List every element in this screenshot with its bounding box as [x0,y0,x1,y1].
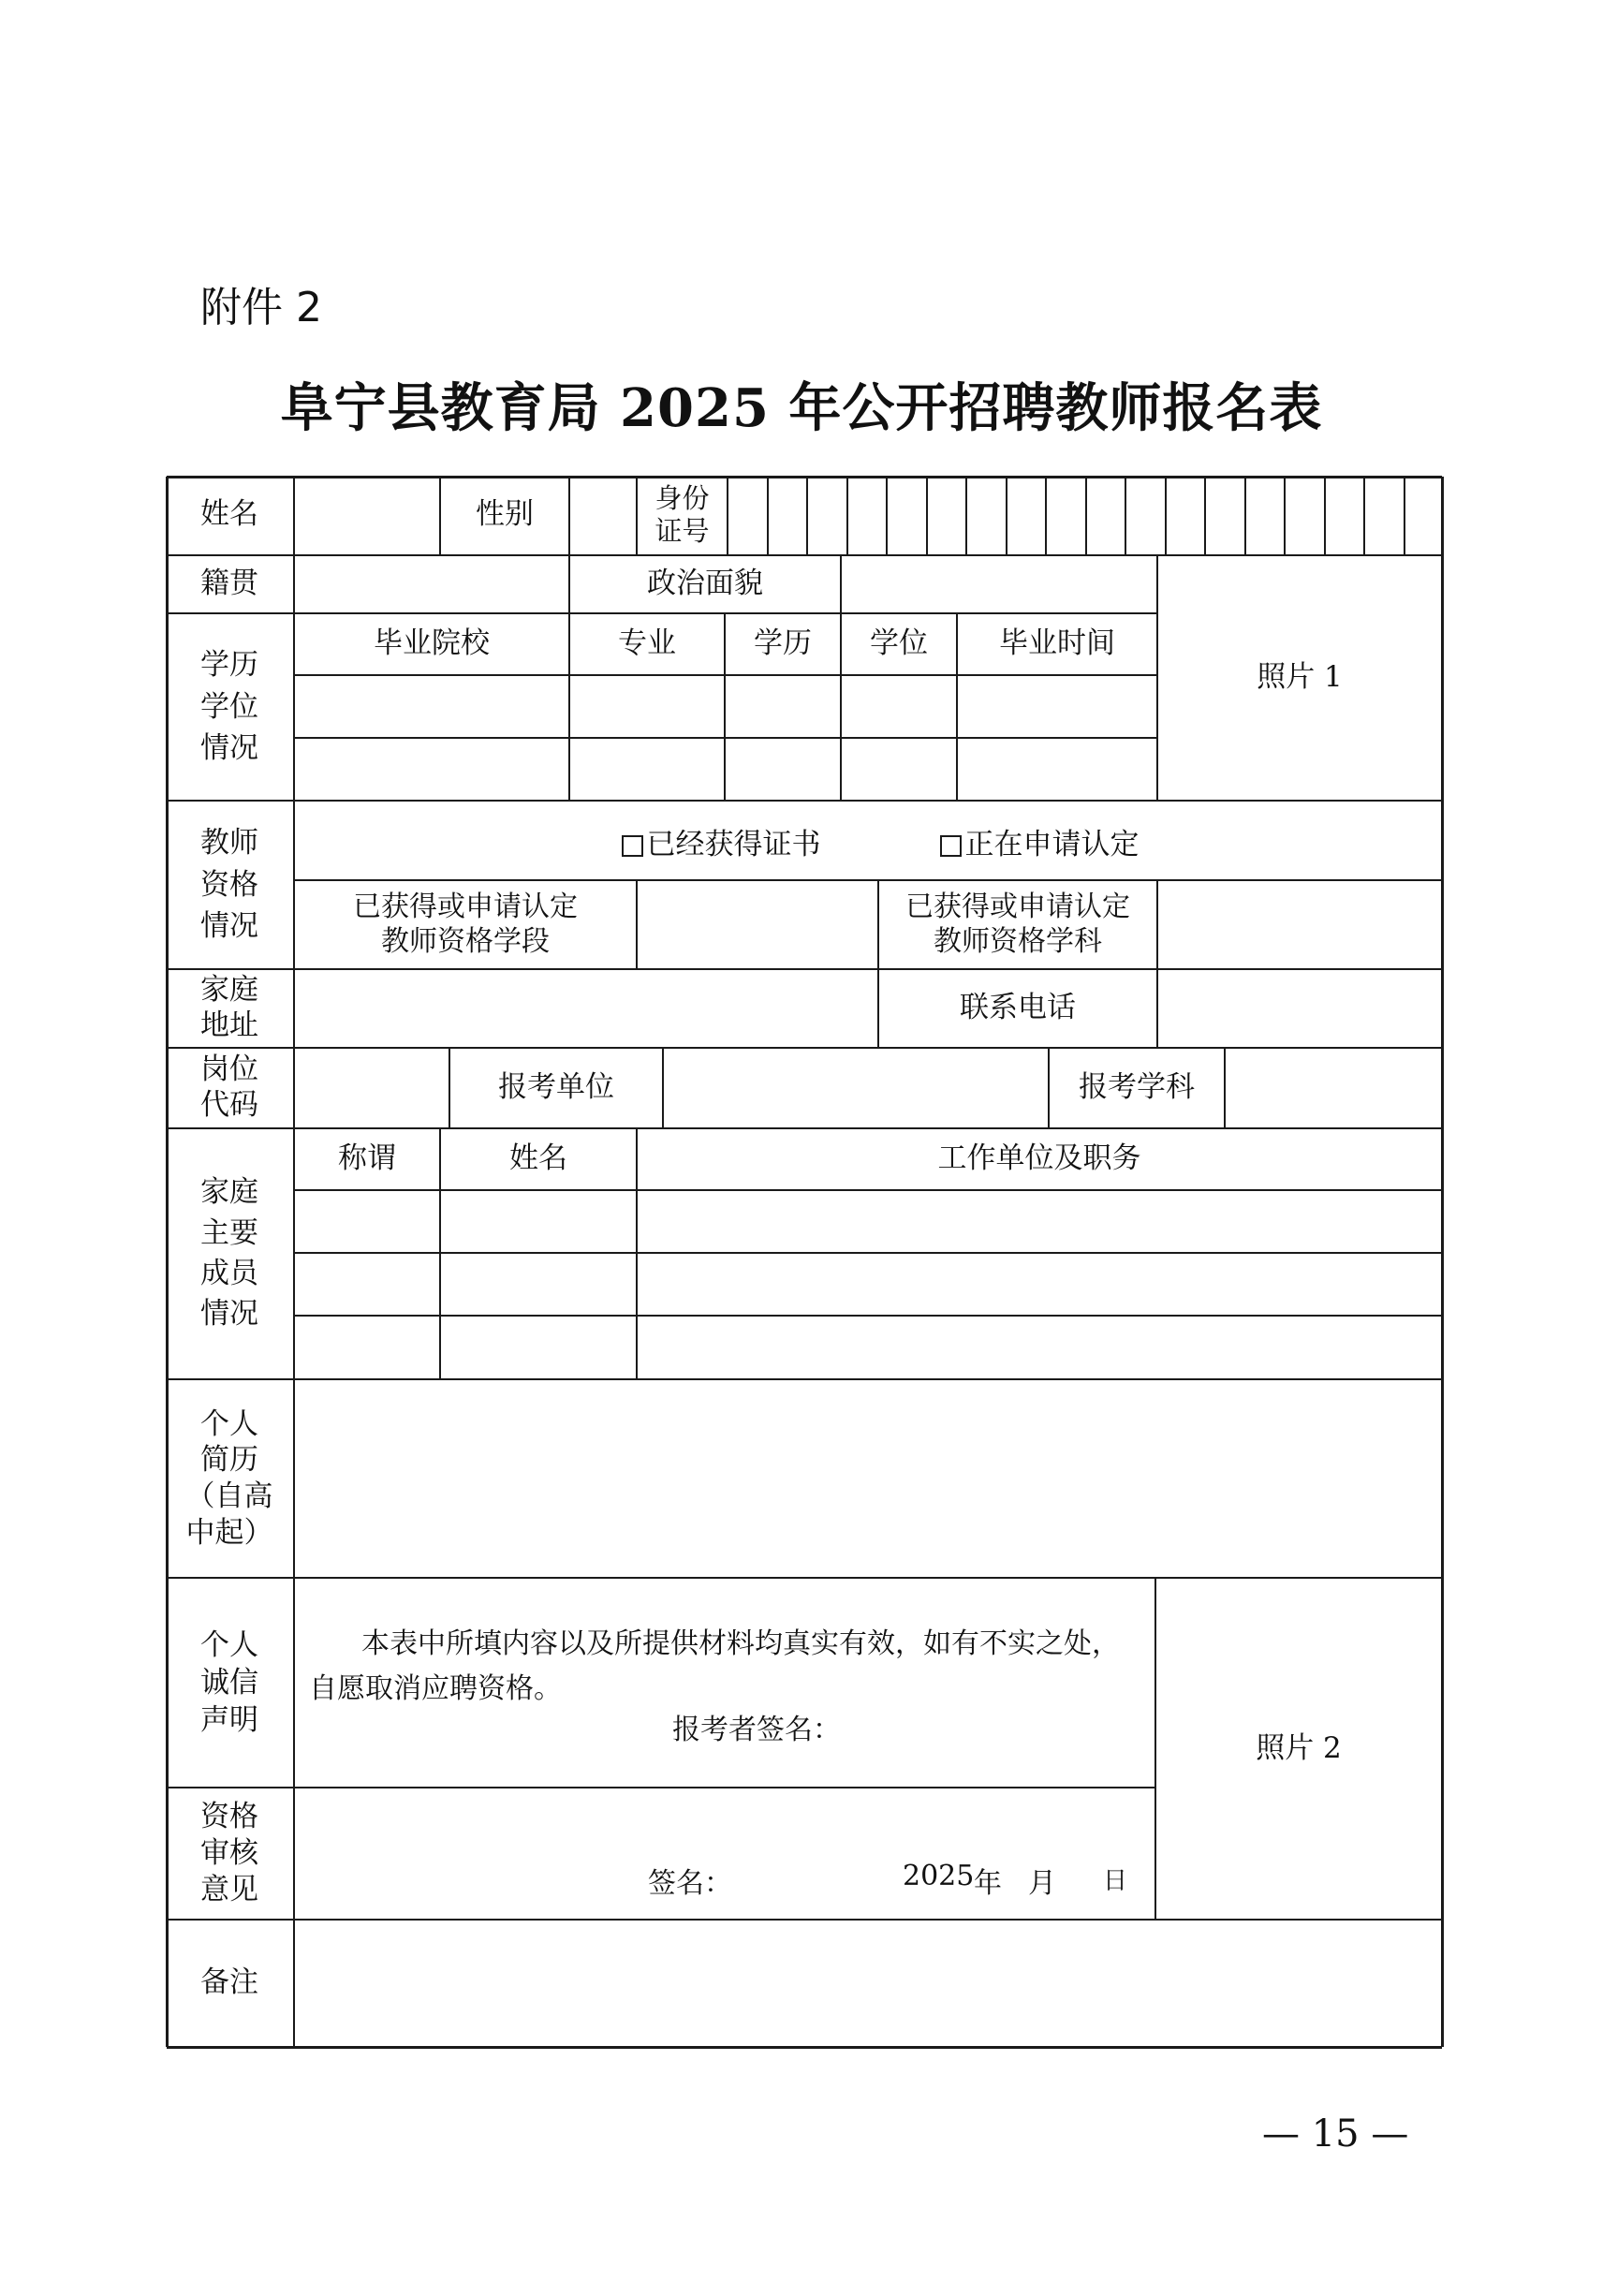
table-rule [167,1787,1155,1788]
label-gender: 性别 [476,497,534,532]
family-header-work: 工作单位及职务 [937,1141,1141,1176]
attachment-label: 附件 2 [200,284,322,331]
family-header-relation: 称谓 [338,1141,396,1176]
table-rule [1085,477,1087,555]
edu-header-degree-level: 学历 [754,626,812,661]
table-rule [294,1315,1442,1317]
table-rule [167,1378,1442,1380]
table-rule [767,477,769,555]
table-rule [926,477,928,555]
option-obtained-text: 已经获得证书 [646,828,821,862]
table-rule [846,477,848,555]
form-title: 阜宁县教育局 2025 年公开招聘教师报名表 [280,377,1323,439]
table-rule [167,476,1442,478]
table-rule [1284,477,1286,555]
applicant-signature-label: 报考者签名： [672,1714,841,1746]
integrity-statement-line2: 自愿取消应聘资格。 [309,1672,562,1705]
table-rule [886,477,888,555]
photo1-box: 照片 1 [1257,660,1343,695]
option-certificate-obtained [599,819,843,872]
edu-header-degree: 学位 [870,626,928,661]
table-rule [1204,477,1206,555]
family-header-name: 姓名 [509,1141,567,1176]
page-number: — 15 — [1262,2112,1409,2156]
label-family-members: 家庭 主要 成员 情况 [200,1175,258,1332]
label-phone: 联系电话 [960,991,1076,1025]
table-rule [806,477,808,555]
photo2-box: 照片 2 [1256,1730,1342,1765]
label-apply-subject: 报考学科 [1079,1070,1195,1105]
label-review: 资格 审核 意见 [200,1800,258,1906]
table-rule [294,737,1157,739]
label-qualification-subject: 已获得或申请认定 教师资格学科 [905,890,1130,958]
table-rule [965,477,967,555]
label-remarks: 备注 [200,1965,258,2000]
label-teacher-qualification: 教师 资格 情况 [200,825,258,944]
label-education: 学历 学位 情况 [200,647,258,766]
label-native-place: 籍贯 [200,567,258,601]
label-qualification-stage: 已获得或申请认定 教师资格学段 [353,890,578,958]
table-rule [1244,477,1246,555]
label-integrity: 个人 诚信 声明 [200,1627,258,1738]
table-rule [1125,477,1126,555]
label-home-address: 家庭 地址 [200,973,258,1042]
edu-header-graduation-time: 毕业时间 [999,626,1115,661]
option-applying [918,819,1161,872]
option-applying-text: 正在申请认定 [964,828,1140,862]
review-date-day-unit: 日 [1103,1867,1128,1895]
table-rule [1006,477,1007,555]
table-rule [1404,477,1405,555]
review-date-year-unit: 年 [974,1867,1002,1900]
table-rule [1363,477,1365,555]
table-rule [167,2046,1442,2049]
label-id-number: 身份 证号 [654,481,710,547]
table-rule [167,1047,1442,1049]
label-resume: 个人 简历 （自高 中起） [185,1406,273,1550]
table-rule [1045,477,1047,555]
table-rule [1165,477,1167,555]
label-political-status: 政治面貌 [647,567,763,601]
table-rule [293,477,295,2047]
checkbox-applying[interactable] [940,835,962,857]
table-rule [294,1252,1442,1254]
review-date-month-unit: 月 [1028,1867,1056,1900]
label-apply-unit: 报考单位 [498,1070,614,1105]
edu-header-major: 专业 [618,626,676,661]
edu-header-school: 毕业院校 [374,626,490,661]
checkbox-obtained[interactable] [622,835,643,857]
label-name: 姓名 [200,497,258,532]
review-signature-label: 签名： [648,1867,732,1900]
review-date-year: 2025 [903,1860,975,1892]
integrity-statement-line1: 本表中所填内容以及所提供材料均真实有效，如有不实之处， [361,1627,1120,1660]
label-position-code: 岗位 代码 [200,1052,258,1122]
table-rule [1324,477,1326,555]
